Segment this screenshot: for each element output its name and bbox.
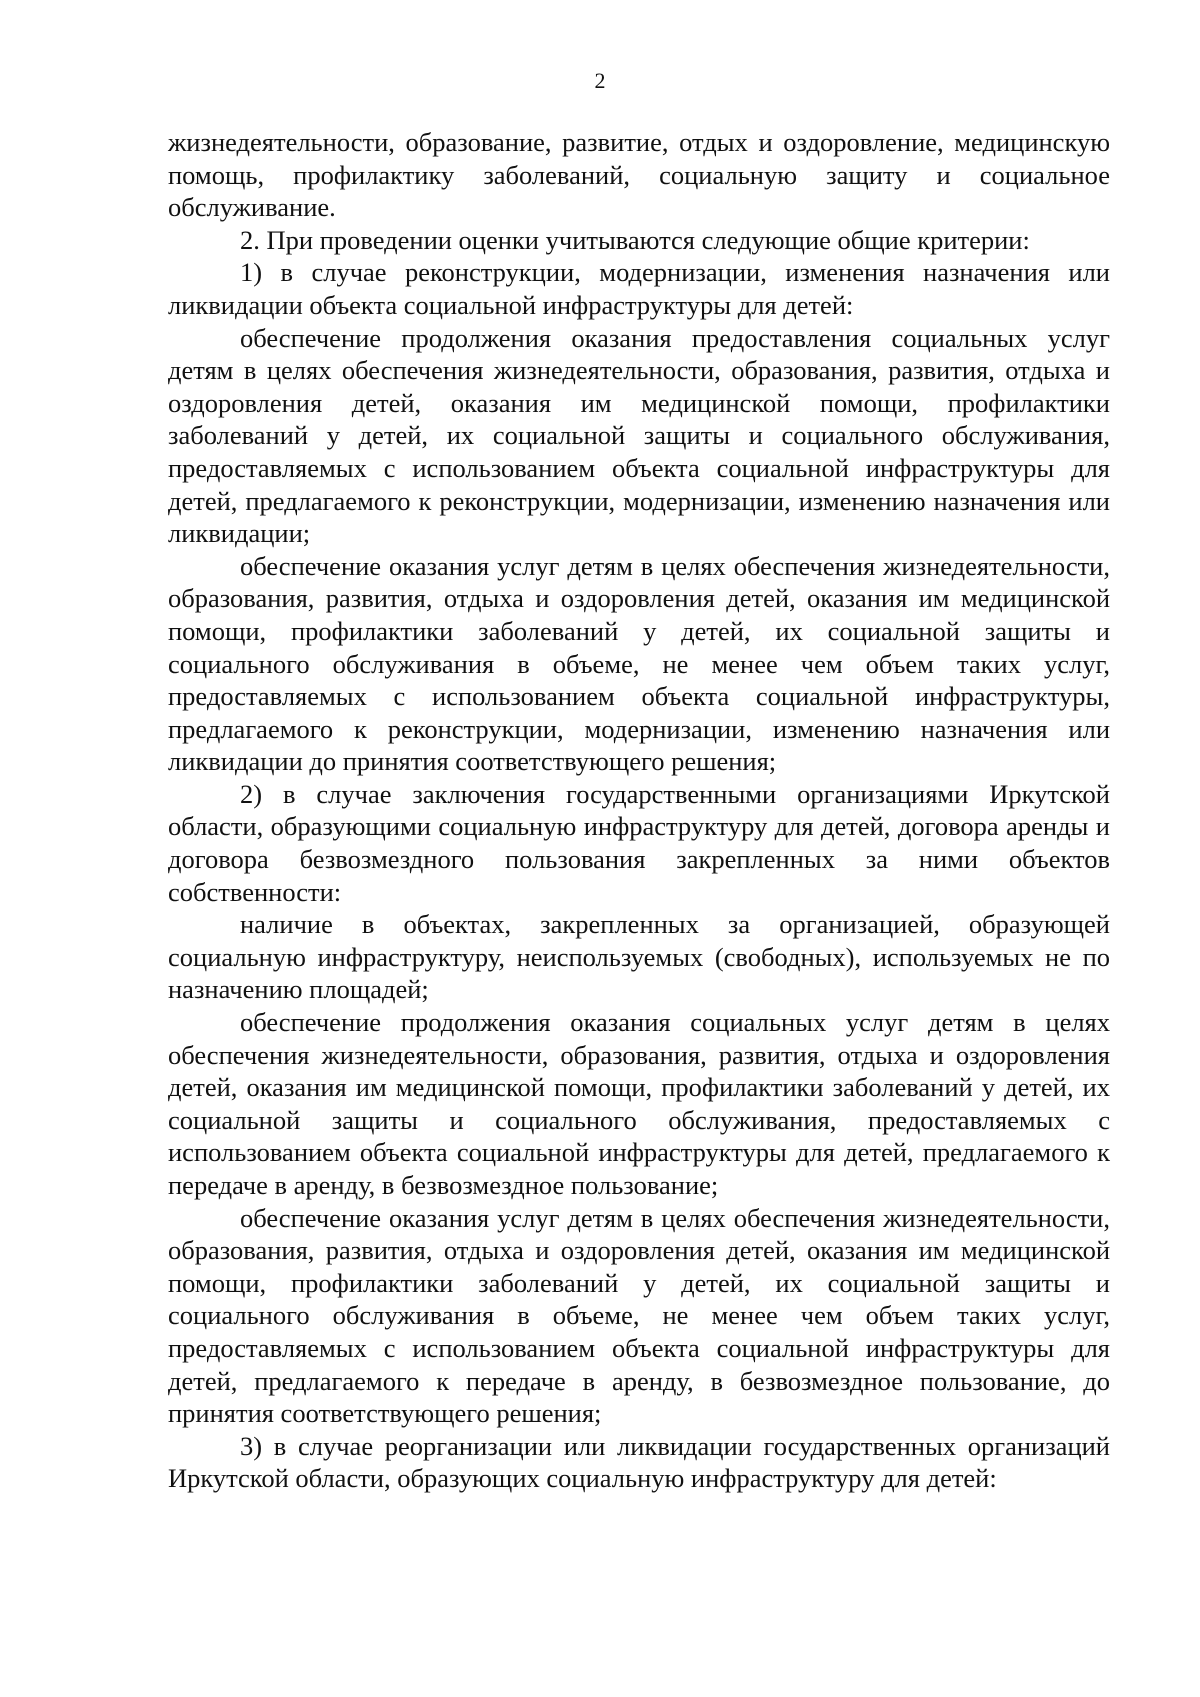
- paragraph-item-2: 2) в случае заключения государственными организациями Иркутской области, образующими социальную инфраструктуру для детей, договора аренды и договора безвозмездного пользования закрепленных за ними объектов собственности:: [168, 778, 1110, 907]
- paragraph-item-1: 1) в случае реконструкции, модернизации, изменения назначения или ликвидации объекта социальной инфраструктуры для детей:: [168, 257, 1110, 320]
- page-number: 2: [594, 68, 606, 93]
- paragraph-item-1-criterion-a: обеспечение продолжения оказания предоставления социальных услуг детям в целях обеспечения жизнедеятельности, образования, развития, отдыха и оздоровления детей, оказания им медицинской помощи, профилактики заболеваний у детей, их социальной защиты и социального обслуживания, предоставляемых с использованием объекта социальной инфраструктуры для детей, предлагаемого к реконструкции, модернизации, изменению назначения или ликвидации;: [168, 322, 1110, 549]
- paragraph-item-2-criterion-c: обеспечение оказания услуг детям в целях обеспечения жизнедеятельности, образования, развития, отдыха и оздоровления детей, оказания им медицинской помощи, профилактики заболеваний у детей, их социальной защиты и социального обслуживания в объеме, не менее чем объем таких услуг, предоставляемых с использованием объекта социальной инфраструктуры для детей, предлагаемого к передаче в аренду, в безвозмездное пользование, до принятия соответствующего решения;: [168, 1202, 1110, 1429]
- document-body: [168, 126, 1110, 1495]
- paragraph-item-2-criterion-a: наличие в объектах, закрепленных за организацией, образующей социальную инфраструктуру, неиспользуемых (свободных), используемых не по назначению площадей;: [168, 909, 1110, 1005]
- paragraph-item-1-criterion-b: обеспечение оказания услуг детям в целях обеспечения жизнедеятельности, образования, развития, отдыха и оздоровления детей, оказания им медицинской помощи, профилактики заболеваний у детей, их социальной защиты и социального обслуживания в объеме, не менее чем объем таких услуг, предоставляемых с использованием объекта социальной инфраструктуры, предлагаемого к реконструкции, модернизации, изменению назначения или ликвидации до принятия соответствующего решения;: [168, 550, 1110, 777]
- paragraph-item-2-criterion-b: обеспечение продолжения оказания социальных услуг детям в целях обеспечения жизнедеятельности, образования, развития, отдыха и оздоровления детей, оказания им медицинской помощи, профилактики заболеваний у детей, их социальной защиты и социального обслуживания, предоставляемых с использованием объекта социальной инфраструктуры для детей, предлагаемого к передаче в аренду, в безвозмездное пользование;: [168, 1007, 1110, 1200]
- paragraph-item-3: 3) в случае реорганизации или ликвидации государственных организаций Иркутской области, образующих социальную инфраструктуру для детей:: [168, 1430, 1110, 1494]
- paragraph-continuation: жизнедеятельности, образование, развитие, отдых и оздоровление, медицинскую помощь, профилактику заболеваний, социальную защиту и социальное обслуживание.: [168, 127, 1110, 223]
- paragraph-general-criteria: 2. При проведении оценки учитываются следующие общие критерии:: [240, 224, 1030, 255]
